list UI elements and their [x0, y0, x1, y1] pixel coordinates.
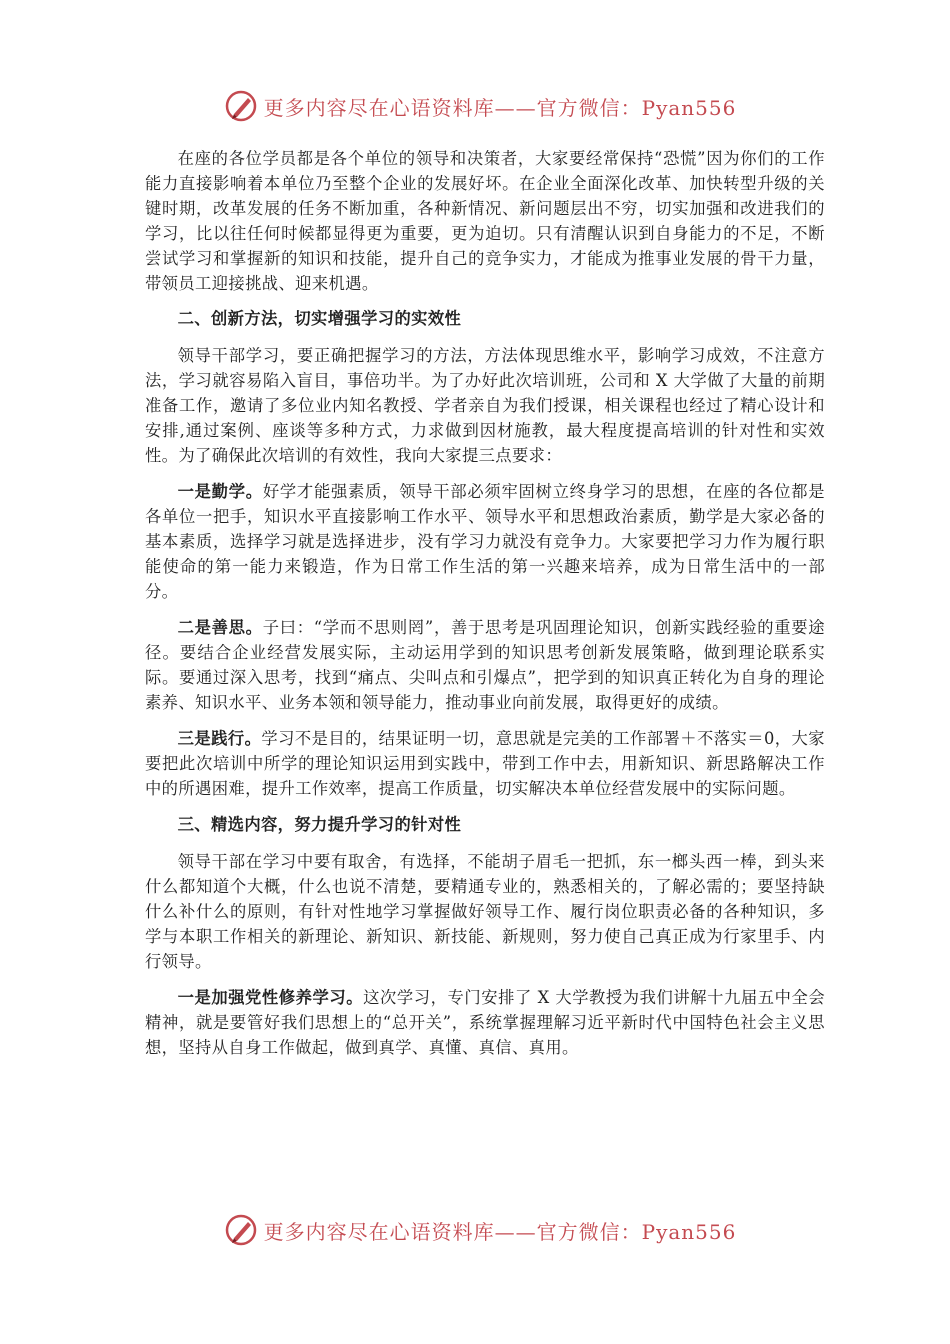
paragraph-5-body: 学习不是目的，结果证明一切，意思就是完美的工作部署＋不落实＝0，大家要把此次培训中所学的理论知识运用到实践中，带到工作中去，用新知识、新思路解决工作中的所遇困难，提升工作效率，提高工作质量，切实解决本单位经营发展中的实际问题。	[145, 729, 825, 798]
paragraph-3-body: 好学才能强素质，领导干部必须牢固树立终身学习的思想，在座的各位都是各单位一把手，知识水平直接影响工作水平、领导水平和思想政治素质，勤学是大家必备的基本素质，选择学习就是选择进步，没有学习力就没有竞争力。大家要把学习力作为履行职能使命的第一能力来锻造，作为日常工作生活的第一兴趣来培养，成为日常生活中的一部分。	[145, 482, 825, 601]
paragraph-5-lead: 三是践行。	[177, 729, 262, 748]
paragraph-5	[145, 726, 825, 801]
paragraph-1: 在座的各位学员都是各个单位的领导和决策者，大家要经常保持“恐慌”因为你们的工作能力直接影响着本单位乃至整个企业的发展好坏。在企业全面深化改革、加快转型升级的关键时期，改革发展的任务不断加重，各种新情况、新问题层出不穷，切实加强和改进我们的学习，比以往任何时候都显得更为重要，更为迫切。只有清醒认识到自身能力的不足，不断尝试学习和掌握新的知识和技能，提升自己的竞争实力，才能成为推事业发展的骨干力量，带领员工迎接挑战、迎来机遇。	[145, 149, 825, 293]
section-heading-2: 二、创新方法，切实增强学习的实效性	[177, 309, 462, 328]
paragraph-7	[145, 985, 825, 1060]
banner-title: 更多内容尽在心语资料库	[263, 1219, 495, 1244]
banner-dash: ——	[494, 1219, 537, 1244]
banner-text	[264, 1216, 737, 1245]
banner-text	[264, 92, 737, 121]
paragraph-4-body: 子曰：“学而不思则罔”，善于思考是巩固理论知识，创新实践经验的重要途径。要结合企业经营发展实际，主动运用学到的知识思考创新发展策略，做到理论联系实际。要通过深入思考，找到“痛点、尖叫点和引爆点”，把学到的知识真正转化为自身的理论素养、知识水平、业务本领和领导能力，推动事业向前发展，取得更好的成绩。	[145, 618, 825, 712]
header-banner	[0, 86, 950, 126]
banner-dash: ——	[494, 95, 537, 120]
pen-logo-icon	[224, 89, 258, 123]
banner-contact: 官方微信：Pyan556	[536, 1219, 737, 1244]
pen-logo-icon	[224, 1213, 258, 1247]
document-body	[145, 146, 825, 1071]
paragraph-3	[145, 479, 825, 604]
paragraph-7-lead: 一是加强党性修养学习。	[177, 988, 364, 1007]
paragraph-4-lead: 二是善思。	[177, 618, 263, 637]
paragraph-2: 领导干部学习，要正确把握学习的方法，方法体现思维水平，影响学习成效，不注意方法，学习就容易陷入盲目，事倍功半。为了办好此次培训班，公司和 X 大学做了大量的前期准备工作，邀请了多位业内知名教授、学者亲自为我们授课，相关课程也经过了精心设计和安排,通过案例、座谈等多种方式，力求做到因材施教，最大程度提高培训的针对性和实效性。为了确保此次培训的有效性，我向大家提三点要求：	[145, 346, 825, 465]
paragraph-3-lead: 一是勤学。	[177, 482, 263, 501]
footer-banner	[0, 1210, 950, 1250]
section-heading-3: 三、精选内容，努力提升学习的针对性	[177, 815, 462, 834]
banner-contact: 官方微信：Pyan556	[536, 95, 737, 120]
paragraph-7-body: 这次学习，专门安排了 X 大学教授为我们讲解十九届五中全会精神，就是要管好我们思想上的“总开关”，系统掌握理解习近平新时代中国特色社会主义思想，坚持从自身工作做起，做到真学、真懂、真信、真用。	[145, 988, 826, 1057]
paragraph-6: 领导干部在学习中要有取舍，有选择，不能胡子眉毛一把抓，东一榔头西一棒，到头来什么都知道个大概，什么也说不清楚，要精通专业的，熟悉相关的，了解必需的；要坚持缺什么补什么的原则，有针对性地学习掌握做好领导工作、履行岗位职责必备的各种知识，多学与本职工作相关的新理论、新知识、新技能、新规则，努力使自己真正成为行家里手、内行领导。	[145, 852, 825, 971]
paragraph-4	[145, 615, 825, 715]
banner-title: 更多内容尽在心语资料库	[263, 95, 495, 120]
